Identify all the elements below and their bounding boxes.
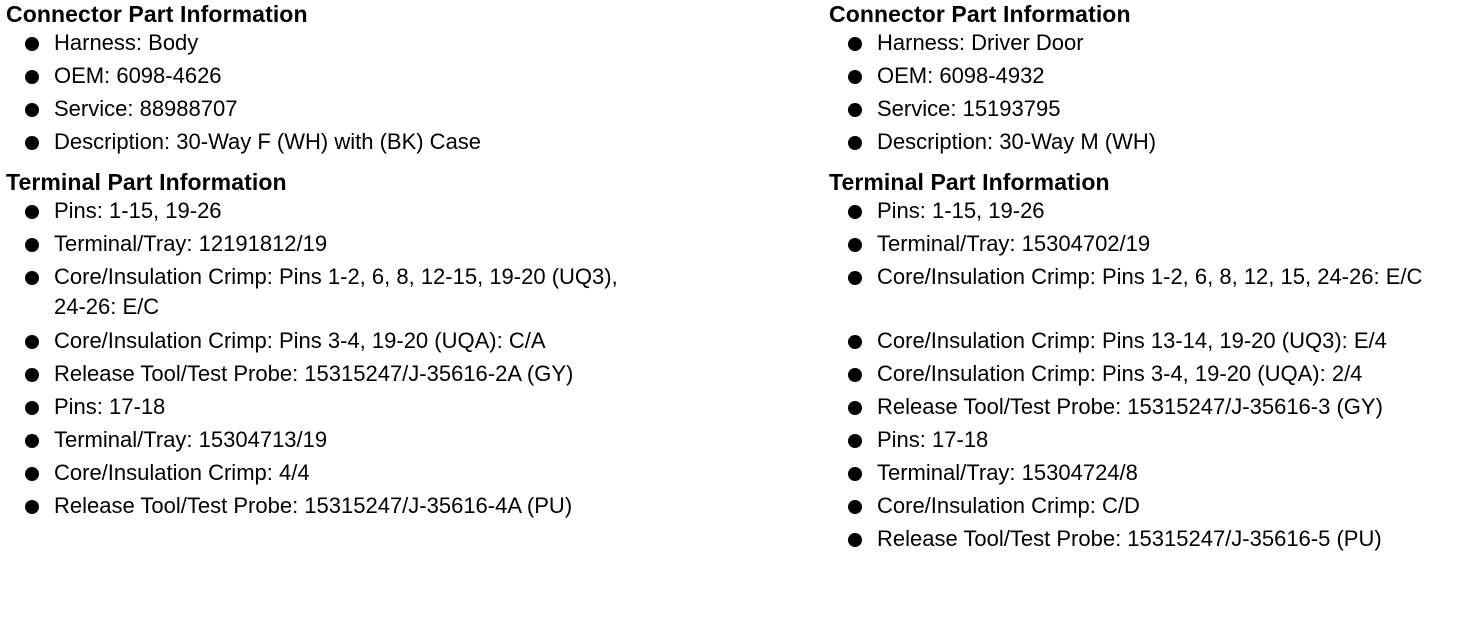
list-item-text: Core/Insulation Crimp: Pins 3-4, 19-20 (UQA): C/A <box>54 328 546 353</box>
bullet-icon <box>848 238 862 252</box>
bullet-icon <box>848 37 862 51</box>
bullet-icon <box>848 335 862 349</box>
terminal-part-list-1 <box>6 196 646 392</box>
list-item <box>829 61 1469 94</box>
list-item-text: Pins: 1-15, 19-26 <box>54 198 222 223</box>
list-item <box>6 262 646 326</box>
list-item <box>6 61 646 94</box>
list-item-text: Harness: Driver Door <box>877 30 1084 55</box>
list-item <box>6 359 646 392</box>
list-item <box>829 262 1469 326</box>
bullet-icon <box>25 271 39 285</box>
list-item-text: OEM: 6098-4626 <box>54 63 222 88</box>
list-item <box>6 229 646 262</box>
list-item <box>829 425 1469 458</box>
list-item-text: Pins: 1-15, 19-26 <box>877 198 1045 223</box>
list-item <box>829 524 1469 557</box>
bullet-icon <box>25 335 39 349</box>
terminal-part-list-1 <box>829 196 1469 425</box>
bullet-icon <box>848 103 862 117</box>
list-item-text: Release Tool/Test Probe: 15315247/J-35616-5 (PU) <box>877 526 1382 551</box>
list-item <box>829 392 1469 425</box>
terminal-part-list-2 <box>6 392 646 524</box>
bullet-icon <box>25 205 39 219</box>
bullet-icon <box>848 205 862 219</box>
connector-part-list <box>6 28 646 160</box>
list-item <box>829 28 1469 61</box>
bullet-icon <box>25 136 39 150</box>
bullet-icon <box>25 500 39 514</box>
list-item <box>829 196 1469 229</box>
list-item-text: Description: 30-Way M (WH) <box>877 129 1157 154</box>
terminal-part-heading: Terminal Part Information <box>829 169 1110 195</box>
bullet-icon <box>25 368 39 382</box>
bullet-icon <box>25 37 39 51</box>
list-item <box>6 127 646 160</box>
list-item-text: Release Tool/Test Probe: 15315247/J-35616-3 (GY) <box>877 394 1383 419</box>
list-item-text: Terminal/Tray: 15304724/8 <box>877 460 1138 485</box>
list-item <box>6 326 646 359</box>
list-item <box>6 28 646 61</box>
list-item <box>829 359 1469 392</box>
list-item-text: Terminal/Tray: 12191812/19 <box>54 231 328 256</box>
bullet-icon <box>848 467 862 481</box>
bullet-icon <box>25 434 39 448</box>
terminal-part-list-2 <box>829 425 1469 557</box>
list-item <box>6 458 646 491</box>
list-item-text: Core/Insulation Crimp: Pins 3-4, 19-20 (UQA): 2/4 <box>877 361 1363 386</box>
bullet-icon <box>848 70 862 84</box>
list-item <box>829 229 1469 262</box>
bullet-icon <box>25 238 39 252</box>
list-item <box>829 326 1469 359</box>
bullet-icon <box>848 434 862 448</box>
connector-part-heading: Connector Part Information <box>6 1 308 27</box>
bullet-icon <box>25 103 39 117</box>
list-item <box>6 196 646 229</box>
left-column <box>6 0 646 524</box>
list-item <box>829 127 1469 160</box>
list-item-text: Description: 30-Way F (WH) with (BK) Case <box>54 129 482 154</box>
list-item-text: Core/Insulation Crimp: Pins 1-2, 6, 8, 12, 15, 24-26: E/C <box>877 264 1423 289</box>
connector-part-heading: Connector Part Information <box>829 1 1131 27</box>
list-item <box>829 94 1469 127</box>
list-item <box>829 491 1469 524</box>
list-item-text: OEM: 6098-4932 <box>877 63 1045 88</box>
bullet-icon <box>848 500 862 514</box>
terminal-part-heading: Terminal Part Information <box>6 169 287 195</box>
bullet-icon <box>25 467 39 481</box>
list-item-text: Harness: Body <box>54 30 199 55</box>
list-item-text: Service: 15193795 <box>877 96 1061 121</box>
list-item-text: Release Tool/Test Probe: 15315247/J-35616-4A (PU) <box>54 493 573 518</box>
right-column <box>829 0 1469 557</box>
bullet-icon <box>848 368 862 382</box>
list-item-text: Core/Insulation Crimp: 4/4 <box>54 460 310 485</box>
list-item-text: Release Tool/Test Probe: 15315247/J-35616-2A (GY) <box>54 361 574 386</box>
list-item-text: Core/Insulation Crimp: Pins 1-2, 6, 8, 12-15, 19-20 (UQ3), 24-26: E/C <box>54 264 618 319</box>
list-item-text: Core/Insulation Crimp: Pins 13-14, 19-20 (UQ3): E/4 <box>877 328 1387 353</box>
list-item-text: Pins: 17-18 <box>877 427 989 452</box>
bullet-icon <box>25 401 39 415</box>
list-item-text: Terminal/Tray: 15304702/19 <box>877 231 1151 256</box>
bullet-icon <box>25 70 39 84</box>
list-item-text: Service: 88988707 <box>54 96 238 121</box>
connector-part-list <box>829 28 1469 160</box>
list-item-text: Terminal/Tray: 15304713/19 <box>54 427 328 452</box>
list-item <box>6 491 646 524</box>
list-item <box>6 425 646 458</box>
bullet-icon <box>848 533 862 547</box>
list-item <box>829 458 1469 491</box>
bullet-icon <box>848 401 862 415</box>
list-item-text: Core/Insulation Crimp: C/D <box>877 493 1140 518</box>
list-item <box>6 94 646 127</box>
bullet-icon <box>848 271 862 285</box>
bullet-icon <box>848 136 862 150</box>
list-item-text: Pins: 17-18 <box>54 394 166 419</box>
list-item <box>6 392 646 425</box>
